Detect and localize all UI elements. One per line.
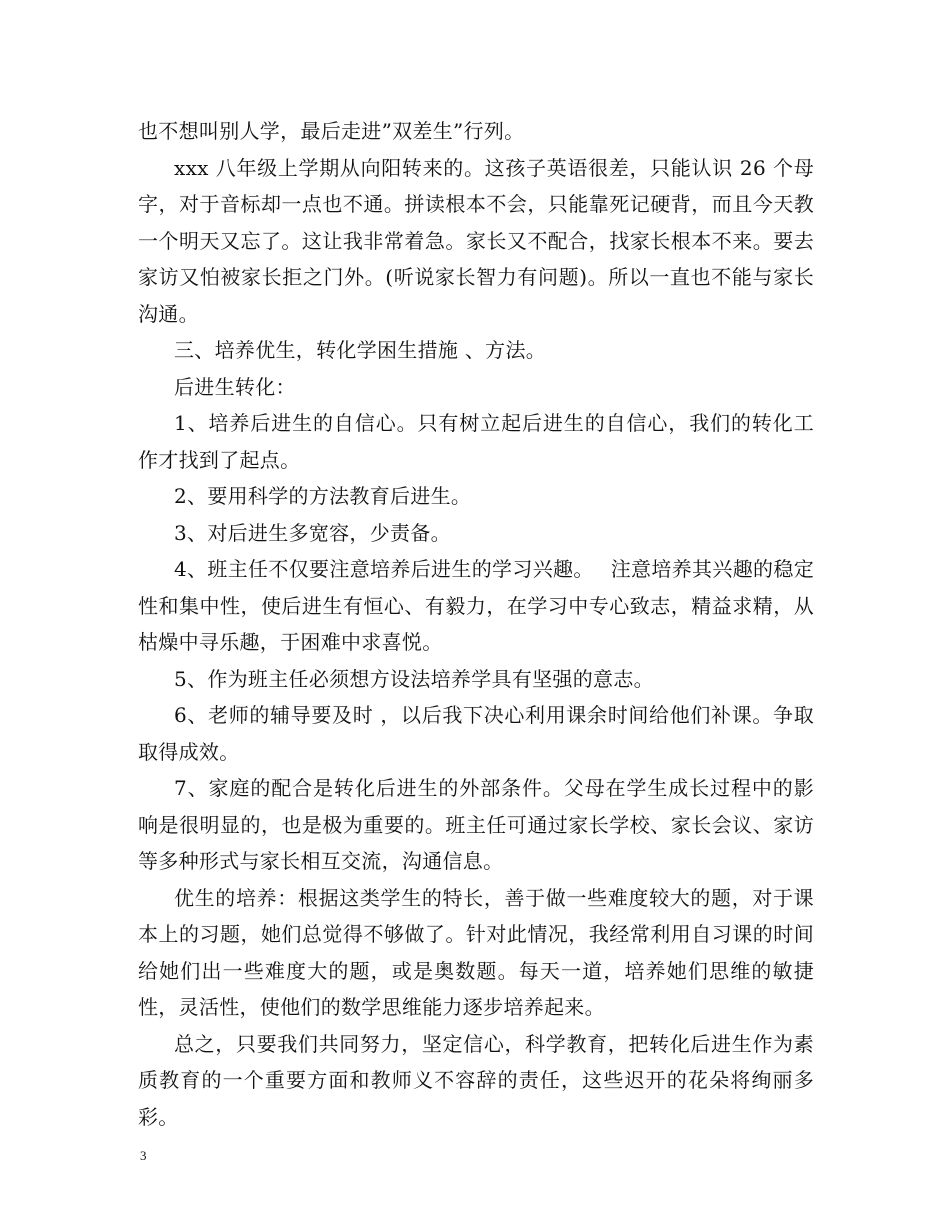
paragraph: 总之，只要我们共同努力，坚定信心，科学教育，把转化后进生作为素质教育的一个重要方面和教师义不容辞的责任，这些迟开的花朵将绚丽多彩。 <box>138 1031 814 1129</box>
list-item: 5、作为班主任必须想方设法培养学具有坚强的意志。 <box>174 666 654 691</box>
page-number: 3 <box>140 1148 147 1163</box>
list-item: 4、班主任不仅要注意培养后进生的学习兴趣。 注意培养其兴趣的稳定性和集中性，使后进生有恒心、有毅力，在学习中专心致志，精益求精，从枯燥中寻乐趣，于困难中求喜悦。 <box>138 557 814 654</box>
list-item: 1、培养后进生的自信心。只有树立起后进生的自信心，我们的转化工作才找到了起点。 <box>138 411 814 472</box>
list-item: 2、要用科学的方法教育后进生。 <box>174 484 472 508</box>
subsection-heading: 后进生转化： <box>174 374 296 399</box>
paragraph: 优生的培养：根据这类学生的特长，善于做一些难度较大的题，对于课本上的习题，她们总觉得不够做了。针对此情况，我经常利用自习课的时间给她们出一些难度大的题，或是奥数题。每天一道，培养她们思维的敏捷性，灵活性，使他们的数学思维能力逐步培养起来。 <box>138 885 814 1019</box>
document-body <box>138 113 814 1135</box>
paragraph: 也不想叫别人学，最后走进”双差生”行列。 <box>138 119 525 143</box>
list-item: 6、老师的辅导要及时 ，以后我下决心利用课余时间给他们补课。争取取得成效。 <box>138 703 814 764</box>
section-heading: 三、培养优生，转化学困生措施 、方法。 <box>174 338 547 362</box>
list-item: 3、对后进生多宽容，少责备。 <box>174 520 451 545</box>
paragraph: xxx 八年级上学期从向阳转来的。这孩子英语很差，只能认识 26 个母字，对于音标却一点也不通。拼读根本不会，只能靠死记硬背，而且今天教一个明天又忘了。这让我非常着急。家长又不配合，找家长根本不来。要去家访又怕被家长拒之门外。(听说家长智力有问题)。所以一直也不能与家长沟通。 <box>138 155 814 326</box>
list-item: 7、家庭的配合是转化后进生的外部条件。父母在学生成长过程中的影响是很明显的，也是极为重要的。班主任可通过家长学校、家长会议、家访等多种形式与家长相互交流，沟通信息。 <box>138 776 814 873</box>
